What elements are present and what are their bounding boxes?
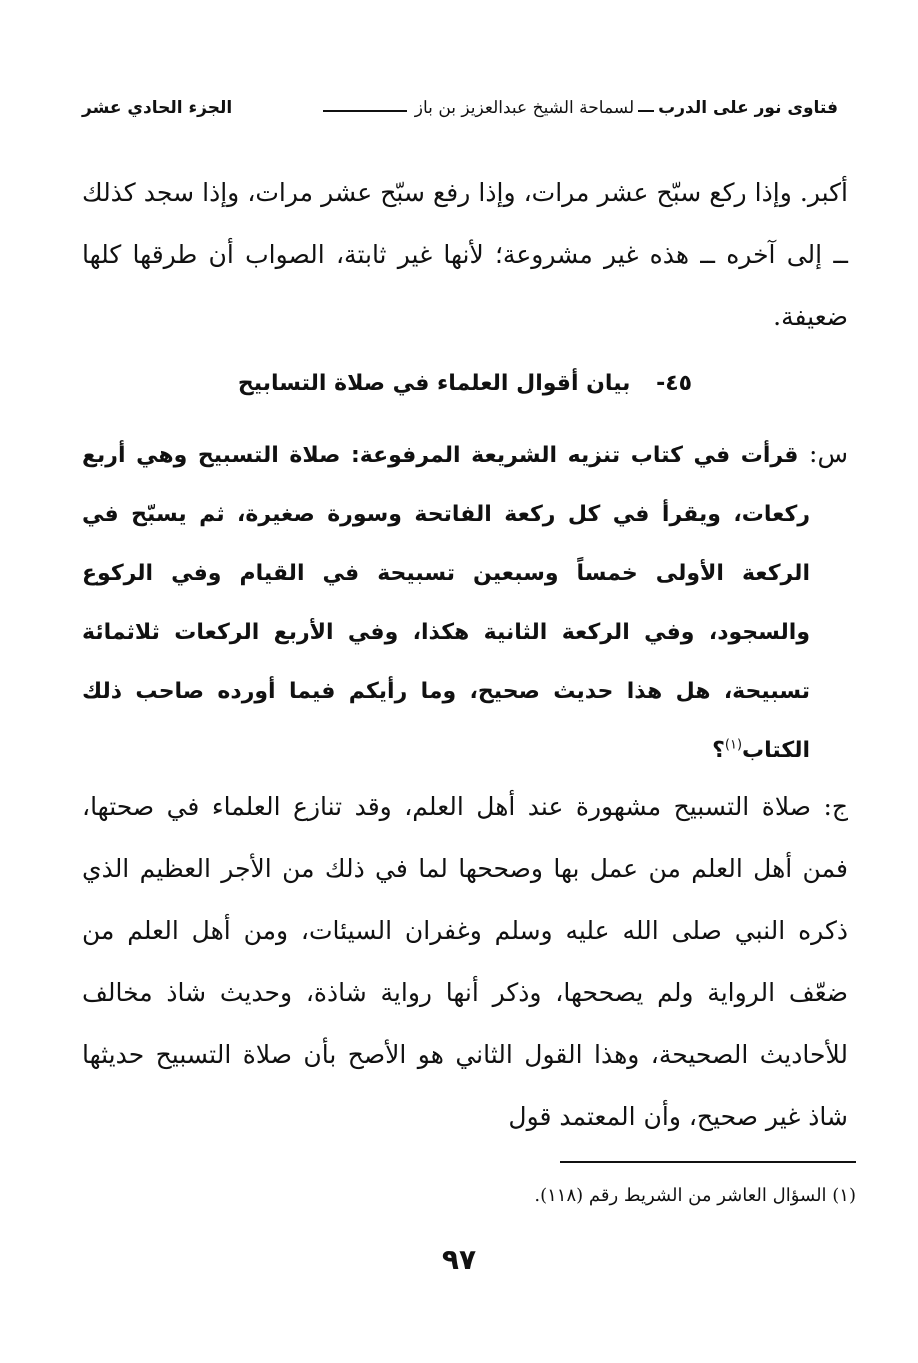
question-label: س: (809, 439, 848, 468)
answer-text: صلاة التسبيح مشهورة عند أهل العلم، وقد تنازع العلماء في صحتها، فمن أهل العلم من عمل بها وصححها لما في ذلك من الأجر العظيم الذي ذكره النبي صلى الله عليه وسلم وغفران السيئات، ومن أهل العلم من ضعّف الرواية ولم يصححها، وذكر أنها رواية شاذة، وحديث شاذ مخالف للأحاديث الصحيحة، وهذا القول الثاني هو الأصح بأن صلاة التسبيح حديثها شاذ غير صحيح، وأن المعتمد قول (82, 792, 848, 1131)
volume-part: الجزء الحادي عشر (82, 98, 233, 118)
running-header-title-group (317, 98, 838, 118)
footnote: (١) السؤال العاشر من الشريط رقم (١١٨). (534, 1185, 856, 1206)
question-text: قرأت في كتاب تنزيه الشريعة المرفوعة: صلاة التسبيح وهي أربع ركعات، ويقرأ في كل ركعة الفاتحة وسورة صغيرة، ثم يسبّح في الركعة الأولى خمساً وسبعين تسبيحة في القيام وفي الركوع والسجود، وفي الركعة الثانية هكذا، وفي الأربع الركعات ثلاثمائة تسبيحة، هل هذا حديث صحيح، وما رأيكم فيما أورده صاحب ذلك الكتاب (82, 443, 810, 763)
section-number: ٤٥- (656, 371, 693, 396)
header-rule (323, 110, 407, 112)
running-header (82, 88, 838, 128)
intro-paragraph: أكبر. وإذا ركع سبّح عشر مرات، وإذا رفع سبّح عشر مرات، وإذا سجد كذلك ــ إلى آخره ــ هذه غير مشروعة؛ لأنها غير ثابتة، الصواب أن طرقها كلها ضعيفة. (82, 178, 848, 331)
book-title: فتاوى نور على الدرب (658, 98, 838, 118)
answer-paragraph (82, 776, 848, 1148)
header-dash (638, 110, 654, 112)
section-heading (82, 354, 848, 414)
author-credit: لسماحة الشيخ عبدالعزيز بن باز (414, 98, 635, 118)
footnote-separator (560, 1161, 856, 1163)
page-number: ٩٧ (441, 1243, 477, 1276)
question-end-mark: ؟ (712, 738, 725, 763)
footnote-reference[interactable]: (١) (724, 737, 743, 753)
question-paragraph (82, 424, 848, 780)
answer-label: ج: (823, 792, 848, 821)
section-title: بيان أقوال العلماء في صلاة التسابيح (237, 371, 631, 396)
